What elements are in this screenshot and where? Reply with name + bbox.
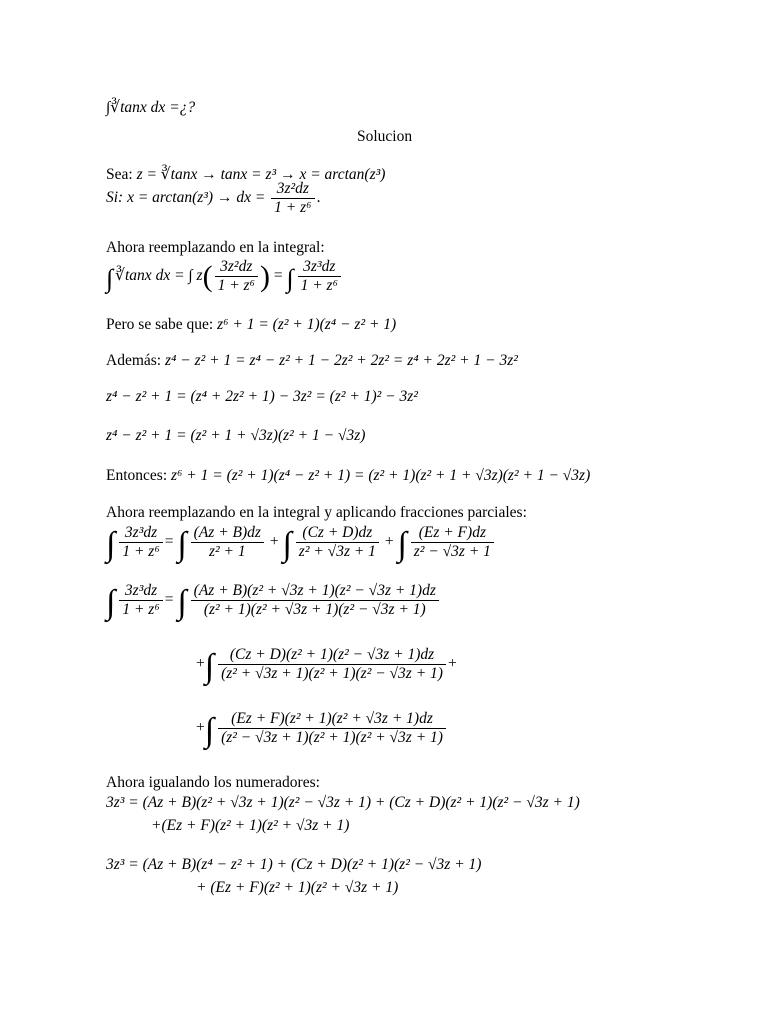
cd-term-3-den: (z² − √3z + 1)(z² + 1)(z² + √3z + 1) bbox=[218, 728, 446, 747]
pf-lhs-den: 1 + z⁶ bbox=[119, 542, 162, 561]
cd-term-2-num: (Cz + D)(z² + 1)(z² − √3z + 1)dz bbox=[229, 646, 435, 663]
entonces-label: Entonces: bbox=[106, 467, 168, 484]
substituted-fraction-1-num: 3z²dz bbox=[220, 258, 253, 275]
pero-label: Pero se sabe que: bbox=[106, 316, 214, 333]
si-equation: x = arctan(z³) → dx = bbox=[127, 189, 266, 207]
difference-of-squares-line: z⁴ − z² + 1 = (z² + 1 + √3z)(z² + 1 − √3z) bbox=[106, 427, 366, 444]
pf-term-3-num: (Ez + F)dz bbox=[418, 524, 486, 541]
factorization-line bbox=[106, 315, 396, 335]
pf-term-1-num: (Az + B)dz bbox=[193, 524, 261, 541]
ademas-label: Además: bbox=[106, 352, 162, 369]
numerator-equation-1b: +(Ez + F)(z² + 1)(z² + √3z + 1) bbox=[151, 817, 350, 834]
cd-term-1-den: (z² + 1)(z² + √3z + 1)(z² − √3z + 1) bbox=[191, 600, 439, 619]
partial-fraction-decomposition: ∫ $\frac{\text{3z³dz}}{\text{1 + z⁶}}$ = ∫ $\frac{(Az + B)dz}{\text{z² + 1}}$ + ∫ $\frac{(Cz + D)dz}{\text{z² + √3z + 1}}$ + ∫ $\frac{(Ez + F)dz}{\text{z² − √3z + 1}}$ bbox=[106, 524, 496, 561]
substituted-fraction-1 bbox=[215, 258, 258, 295]
pf-term-3-den: z² − √3z + 1 bbox=[411, 542, 494, 561]
common-denominator-term-2: +∫ $\frac{\text{(Cz + D)(z² + 1)(z² − √3z + 1)dz}}{\text{(z² + √3z + 1)(z² + 1)(z² − √3z + 1)}}$ + bbox=[196, 646, 457, 686]
problem-statement: ∫∛tanx dx =¿? bbox=[106, 99, 196, 116]
si-label: Si: bbox=[106, 189, 124, 207]
equate-numerators-text: Ahora igualando los numeradores: bbox=[106, 774, 320, 791]
integral-sign: ∫ bbox=[177, 526, 187, 564]
integral-sign: ∫ bbox=[106, 584, 116, 622]
pf-lhs-num: 3z³dz bbox=[124, 524, 158, 541]
substituted-fraction-1-den: 1 + z⁶ bbox=[215, 276, 258, 295]
cd-lhs-num: 3z³dz bbox=[124, 582, 158, 599]
pf-term-2-den: z² + √3z + 1 bbox=[296, 542, 379, 561]
sea-label: Sea: bbox=[106, 166, 133, 183]
common-denominator-term-3: +∫ $\frac{\text{(Ez + F)(z² + 1)(z² + √3z + 1)dz}}{\text{(z² − √3z + 1)(z² + 1)(z² + √3z + 1)}}$ bbox=[196, 710, 448, 747]
cd-lhs-fraction bbox=[119, 582, 162, 619]
integral-sign: ∫ bbox=[177, 584, 187, 622]
partial-fractions-text: Ahora reemplazando en la integral y aplicando fracciones parciales: bbox=[106, 504, 527, 521]
cd-term-1-num: (Az + B)(z² + √3z + 1)(z² − √3z + 1)dz bbox=[193, 582, 436, 599]
entonces-equation: z⁶ + 1 = (z² + 1)(z⁴ − z² + 1) = (z² + 1)(z² + 1 + √3z)(z² + 1 − √3z) bbox=[171, 467, 591, 484]
numerator-equation-1a: 3z³ = (Az + B)(z² + √3z + 1)(z² − √3z + 1) + (Cz + D)(z² + 1)(z² − √3z + 1) bbox=[106, 794, 580, 811]
substituted-fraction-2-den: 1 + z⁶ bbox=[298, 276, 341, 295]
ademas-equation: z⁴ − z² + 1 = z⁴ − z² + 1 − 2z² + 2z² = z⁴ + 2z² + 1 − 3z² bbox=[164, 352, 518, 369]
dx-fraction-numerator: 3z²dz bbox=[276, 180, 309, 197]
pf-term-2 bbox=[296, 524, 379, 561]
cd-term-2 bbox=[218, 646, 446, 683]
cd-lhs-den: 1 + z⁶ bbox=[119, 600, 162, 619]
solution-heading: Solucion bbox=[357, 128, 413, 145]
integral-sign: ∫ bbox=[204, 648, 215, 686]
integral-sign: ∫ bbox=[204, 712, 215, 750]
entonces-line bbox=[106, 466, 590, 486]
pf-term-1 bbox=[191, 524, 264, 561]
cd-term-3-num: (Ez + F)(z² + 1)(z² + √3z + 1)dz bbox=[231, 710, 433, 727]
sea-equation: z = ∛tanx → tanx = z³ → x = arctan(z³) bbox=[136, 166, 386, 183]
integral-sign: ∫ bbox=[286, 264, 294, 294]
common-denominator-term-1: ∫ $\frac{\text{3z³dz}}{\text{1 + z⁶}}$ = ∫ $\frac{\text{(Az + B)(z² + √3z + 1)(z² − √3z + 1)dz}}{\text{(z² + 1)(z² + √3z + 1)(z² − √3z + 1)}}$ bbox=[106, 582, 441, 619]
cd-term-3 bbox=[218, 710, 446, 747]
dx-fraction bbox=[271, 180, 314, 217]
substituted-fraction-2 bbox=[298, 258, 341, 295]
numerator-equation-2b: + (Ez + F)(z² + 1)(z² + √3z + 1) bbox=[196, 879, 399, 896]
substituted-fraction-2-num: 3z³dz bbox=[303, 258, 336, 275]
dx-fraction-denominator: 1 + z⁶ bbox=[271, 198, 314, 217]
pf-lhs-fraction bbox=[119, 524, 162, 561]
integral-sign: ∫ bbox=[282, 526, 292, 564]
pf-term-1-den: z² + 1 bbox=[191, 542, 264, 561]
integral-sign: ∫ bbox=[397, 526, 407, 564]
differential-line: Si: x = arctan(z³) → dx = $\frac{\text{3z²dz}}{\text{1 + z⁶}}$ . bbox=[106, 180, 321, 216]
substituted-integral-lhs: ∛tanx dx = ∫ z bbox=[115, 267, 203, 285]
pf-term-2-num: (Cz + D)dz bbox=[302, 524, 373, 541]
numerator-equation-2a: 3z³ = (Az + B)(z⁴ − z² + 1) + (Cz + D)(z² + 1)(z² − √3z + 1) bbox=[106, 856, 482, 873]
cd-term-2-den: (z² + √3z + 1)(z² + 1)(z² − √3z + 1) bbox=[218, 664, 446, 683]
substituted-integral: ∫ ∛tanx dx = ∫ z( $\frac{\text{3z²dz}}{\text{1 + z⁶}}$ ) = ∫ $\frac{\text{3z³dz}}{\text{1 + z⁶}}$ bbox=[106, 258, 343, 295]
integral-sign: ∫ bbox=[106, 264, 114, 294]
cd-term-1 bbox=[191, 582, 439, 619]
substitute-text: Ahora reemplazando en la integral: bbox=[106, 239, 325, 256]
pero-equation: z⁶ + 1 = (z² + 1)(z⁴ − z² + 1) bbox=[217, 316, 397, 333]
pf-term-3 bbox=[411, 524, 494, 561]
integral-sign: ∫ bbox=[106, 526, 116, 564]
ademas-line bbox=[106, 351, 518, 371]
completing-square-line: z⁴ − z² + 1 = (z⁴ + 2z² + 1) − 3z² = (z² + 1)² − 3z² bbox=[106, 388, 418, 405]
